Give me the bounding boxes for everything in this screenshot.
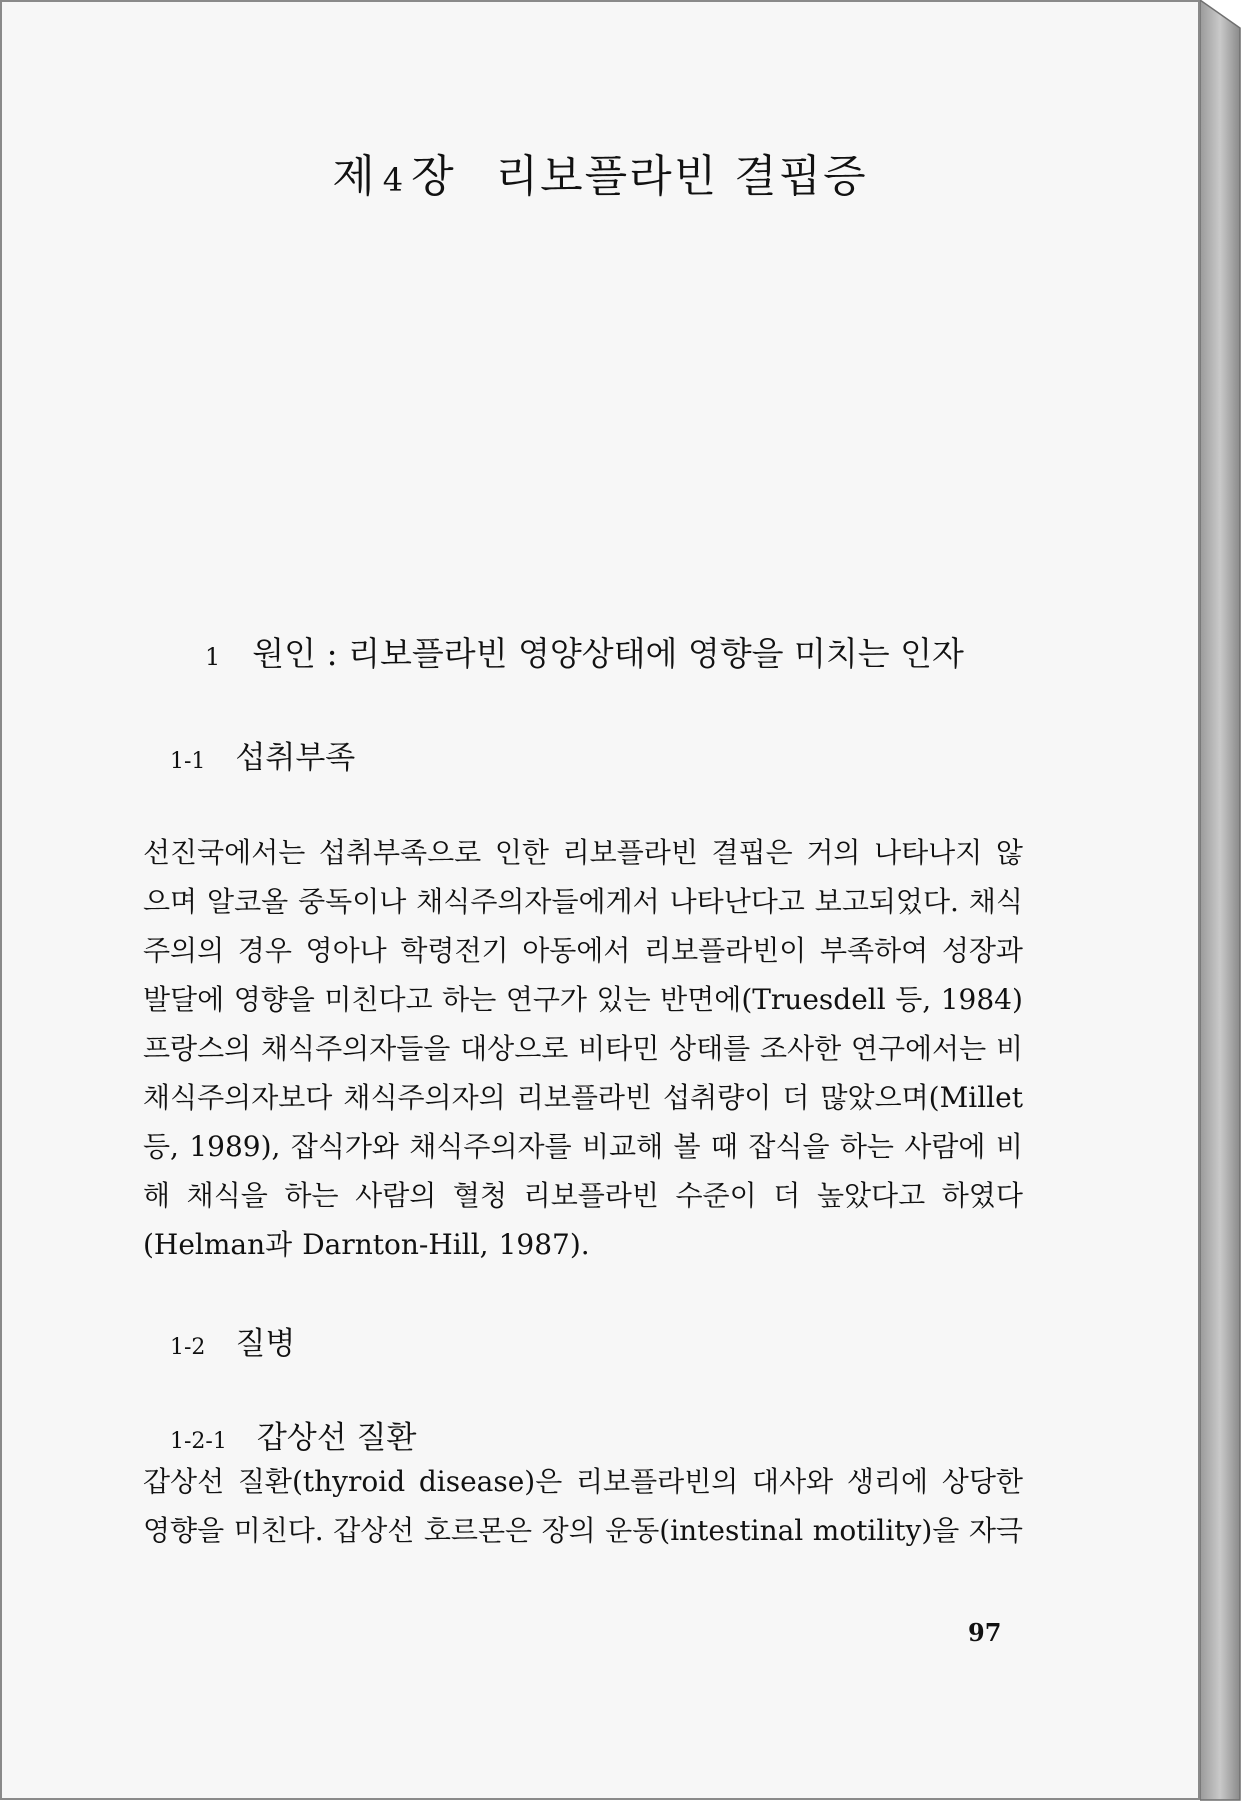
word: 연구에서는 [850,1032,987,1065]
word: 섭취부족으로 [318,836,482,869]
word: 비교해 [581,1130,664,1163]
word: 상당한 [941,1465,1023,1498]
word: 등, [895,983,932,1016]
word: 부족하여 [819,934,929,967]
word: 선진국에서는 [143,836,306,869]
word: 1984) [940,983,1023,1016]
word: 발달에 [143,983,225,1016]
word: 채식주의자들을 [260,1032,451,1065]
word: 거의 [806,836,861,869]
word: 사람의 [355,1179,437,1212]
word: 운동(intestinal [605,1514,804,1547]
word: 인한 [494,836,549,869]
word: 하는 [839,1130,894,1163]
word: 더 [782,1081,810,1114]
word: 영아나 [305,934,387,967]
word: 1987). [498,1228,590,1261]
word: 채식주의자들에게서 [416,885,660,918]
text-line [143,926,1023,975]
section-number: 1 [205,643,221,671]
word: 않 [995,836,1023,869]
word: 있는 [596,983,651,1016]
book-spine [1200,0,1260,1806]
word: 채식을 [186,1179,268,1212]
word: 섭취량이 [663,1081,772,1114]
subheading-title: 질병 [235,1326,296,1362]
text-line [143,1073,1023,1122]
word: 리보플라빈 [523,1179,659,1212]
text-line [143,1171,1023,1220]
word: 연구가 [505,983,587,1016]
word: 대상으로 [460,1032,569,1065]
word: 1989), [189,1130,281,1163]
text-line [143,1457,1023,1506]
chapter-title-text: 리보플라빈 결핍증 [495,151,868,202]
word: 질환(thyroid [237,1465,406,1498]
word: 생리에 [846,1465,929,1498]
word: 나타난다고 [669,885,805,918]
word: 비 [995,1130,1023,1163]
word: motility)을 [812,1514,960,1547]
word: 아동에서 [522,934,631,967]
paragraph-thyroid-disease [143,1457,1023,1555]
word: 갑상선 [333,1514,415,1547]
word: 수준이 [675,1179,757,1212]
chapter-number: 4 [382,161,406,199]
word: 주의의 [143,934,225,967]
word: 혈청 [452,1179,508,1212]
word: (Helman과 [143,1228,293,1261]
chapter-label-prefix: 제 [332,151,377,202]
subheading-number: 1-2 [170,1335,206,1360]
section-heading [205,628,964,675]
word: 해 [143,1179,171,1212]
word: 사람에 [904,1130,986,1163]
word: 미친다. [233,1514,324,1547]
word: 하는 [442,983,497,1016]
page-number: 97 [968,1618,1002,1647]
chapter-title [0,140,1200,204]
subheading-number: 1-1 [170,749,206,774]
subheading-1-2-1 [170,1412,416,1457]
word: 잡식가와 [290,1130,399,1163]
word: 성장과 [941,934,1023,967]
word: 경우 [237,934,292,967]
word: 대사와 [752,1465,834,1498]
word: 보고되었다. [814,885,959,918]
section-title: 원인 : 리보플라빈 영양상태에 영향을 미치는 인자 [252,634,964,673]
paragraph-intake-deficiency [143,828,1023,1269]
word: 미친다고 [324,983,433,1016]
word: 갑상선 [143,1465,225,1498]
word: 중독이나 [298,885,407,918]
word: 높았다고 [816,1179,926,1212]
word: 리보플라빈 [562,836,698,869]
word: 반면에(Truesdell [660,983,886,1016]
word: 하는 [284,1179,339,1212]
text-line [143,1506,1023,1555]
subheading-title: 갑상선 질환 [256,1420,417,1456]
word: Darnton-Hill, [302,1228,489,1261]
word: 비타민 [578,1032,660,1065]
subheading-1-1 [170,732,355,777]
word: 리보플라빈 [516,1081,653,1114]
subheading-title: 섭취부족 [235,740,356,776]
word: 더 [773,1179,801,1212]
word: 채식주의자보다 [143,1081,333,1114]
word: disease)은 [418,1465,563,1498]
text-line [143,828,1023,877]
text-line [143,1220,1023,1269]
word: 결핍은 [711,836,793,869]
word: 채식 [968,885,1023,918]
word: 볼 [673,1130,701,1163]
word: 잡식을 [748,1130,830,1163]
word: 으며 [143,885,198,918]
word: 영향을 [143,1514,225,1547]
word: 채식주의자의 [343,1081,506,1114]
subheading-number: 1-2-1 [170,1429,227,1454]
word: 알코올 [207,885,289,918]
word: 리보플라빈의 [576,1465,739,1498]
word: 장의 [541,1514,596,1547]
text-line [143,1024,1023,1073]
word: 호르몬은 [423,1514,533,1547]
word: 나타나지 [874,836,983,869]
word: 비 [995,1032,1023,1065]
word: 때 [710,1130,738,1163]
word: 등, [143,1130,179,1163]
word: 많았으며(Millet [820,1081,1023,1114]
chapter-label-suffix: 장 [411,151,456,202]
text-line [143,877,1023,926]
word: 리보플라빈이 [644,934,807,967]
text-line [143,1122,1023,1171]
word: 조사한 [759,1032,842,1065]
text-line [143,975,1023,1024]
word: 학령전기 [400,934,509,967]
word: 채식주의자를 [409,1130,572,1163]
word: 자극 [968,1514,1023,1547]
word: 영향을 [233,983,315,1016]
word: 상태를 [669,1032,751,1065]
word: 하였다 [941,1179,1023,1212]
subheading-1-2 [170,1318,295,1363]
word: 프랑스의 [143,1032,252,1065]
